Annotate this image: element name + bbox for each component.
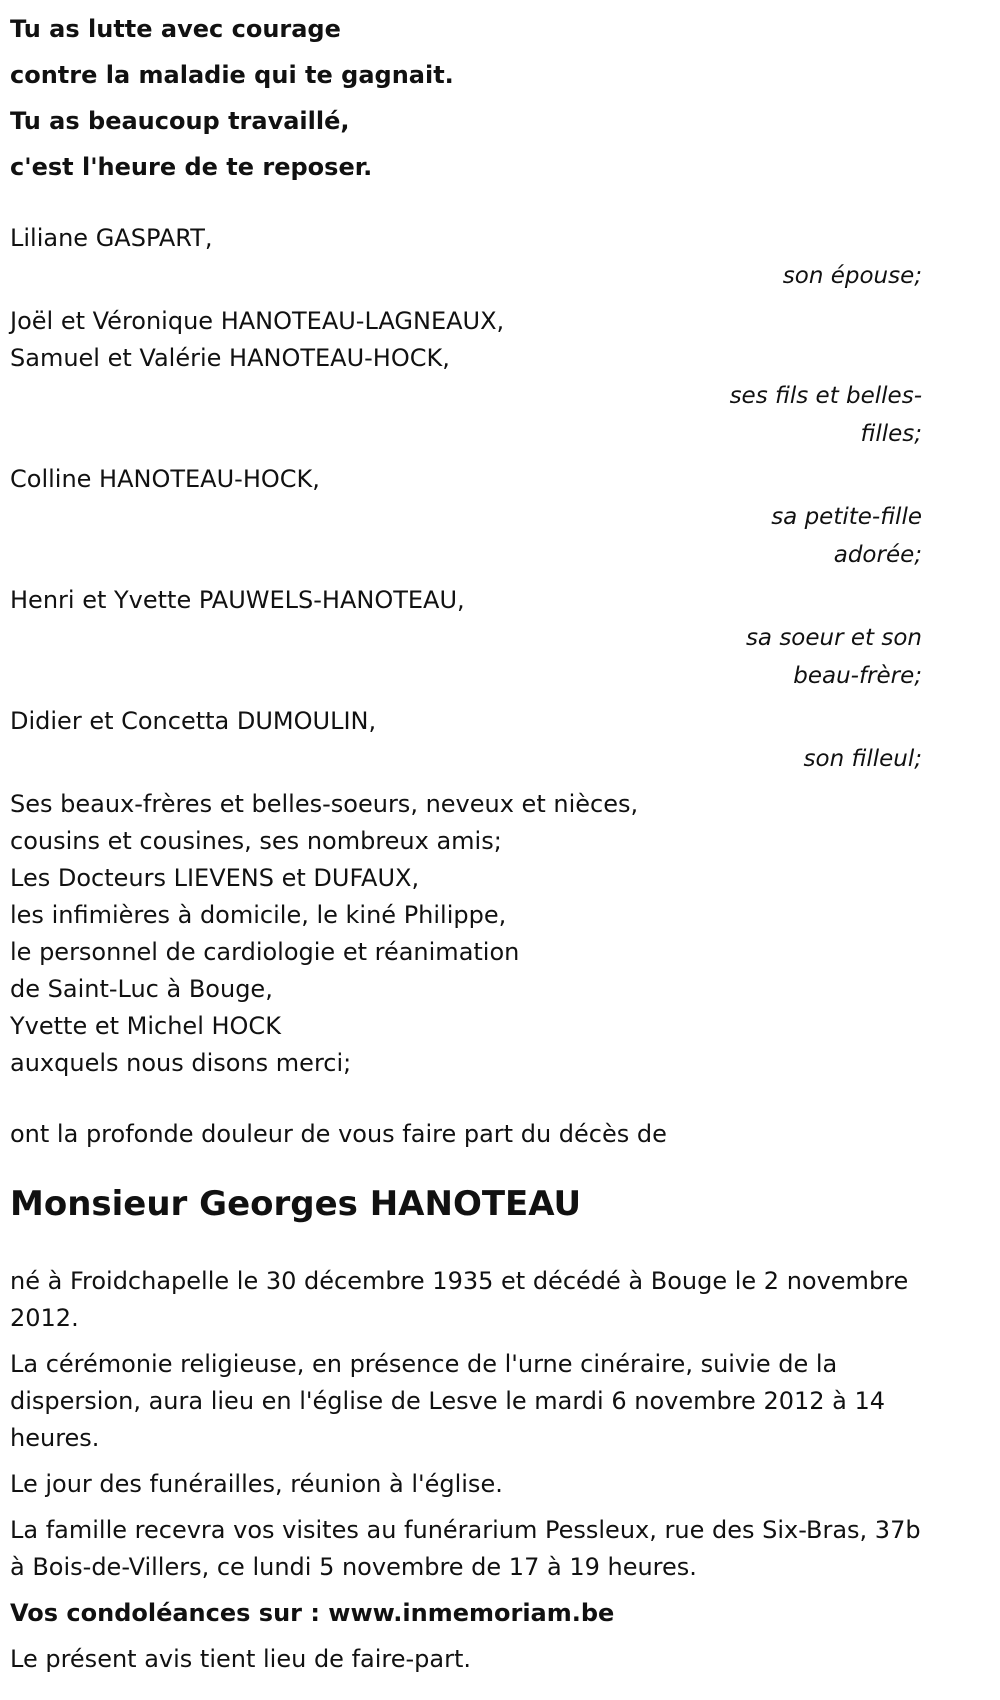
poem-line: Tu as lutte avec courage <box>10 15 341 43</box>
family-member-name: Liliane GASPART, <box>10 224 213 252</box>
thanks-line: le personnel de cardiologie et réanimation <box>10 938 520 966</box>
family-member-name: Henri et Yvette PAUWELS-HANOTEAU, <box>10 586 465 614</box>
thanks-line: cousins et cousines, ses nombreux amis; <box>10 827 502 855</box>
family-relation: son filleul; <box>803 746 922 772</box>
notice-text: Le présent avis tient lieu de faire-part. <box>10 1645 472 1673</box>
funeral-details <box>10 1263 922 1678</box>
family-group <box>10 461 922 574</box>
family-relation: sa petite-fille adorée; <box>771 504 922 568</box>
thanks-line: les infimières à domicile, le kiné Philippe, <box>10 901 507 929</box>
poem-line: contre la maladie qui te gagnait. <box>10 61 454 89</box>
ceremony-text: La cérémonie religieuse, en présence de l'urne cinéraire, suivie de la dispersion, aura lieu en l'église de Lesve le mardi 6 novembre 2012 à 14 heures. <box>10 1350 886 1452</box>
obituary-notice <box>10 0 922 1687</box>
family-list <box>10 220 922 778</box>
family-member-name: Colline HANOTEAU-HOCK, <box>10 465 320 493</box>
thanks-line: Yvette et Michel HOCK <box>10 1012 281 1040</box>
announcement: ont la profonde douleur de vous faire part du décès de <box>10 1120 667 1148</box>
birth-death-text: né à Froidchapelle le 30 décembre 1935 et décédé à Bouge le 2 novembre 2012. <box>10 1267 909 1332</box>
deceased-name: Monsieur Georges HANOTEAU <box>10 1184 582 1224</box>
family-member-name: Didier et Concetta DUMOULIN, <box>10 707 377 735</box>
poem-line: c'est l'heure de te reposer. <box>10 153 373 181</box>
family-relation: ses fils et belles-filles; <box>729 383 922 447</box>
family-relation: sa soeur et son beau-frère; <box>745 625 922 689</box>
family-group <box>10 703 922 778</box>
poem-line: Tu as beaucoup travaillé, <box>10 107 350 135</box>
condolences-text: Vos condoléances sur : www.inmemoriam.be <box>10 1599 615 1627</box>
thanks-line: auxquels nous disons merci; <box>10 1049 352 1077</box>
thanks-line: Ses beaux-frères et belles-soeurs, neveux et nièces, <box>10 790 639 818</box>
family-group <box>10 220 922 295</box>
family-group <box>10 582 922 695</box>
meeting-text: Le jour des funérailles, réunion à l'église. <box>10 1470 503 1498</box>
family-member-name: Samuel et Valérie HANOTEAU-HOCK, <box>10 344 450 372</box>
poem <box>10 0 922 190</box>
visits-text: La famille recevra vos visites au funérarium Pessleux, rue des Six-Bras, 37b à Bois-de-Villers, ce lundi 5 novembre de 17 à 19 heures. <box>10 1516 921 1581</box>
thanks-line: de Saint-Luc à Bouge, <box>10 975 273 1003</box>
thanks-line: Les Docteurs LIEVENS et DUFAUX, <box>10 864 420 892</box>
family-relation: son épouse; <box>782 263 922 289</box>
family-member-name: Joël et Véronique HANOTEAU-LAGNEAUX, <box>10 307 505 335</box>
thanks-list <box>10 786 922 1082</box>
family-group <box>10 303 922 453</box>
